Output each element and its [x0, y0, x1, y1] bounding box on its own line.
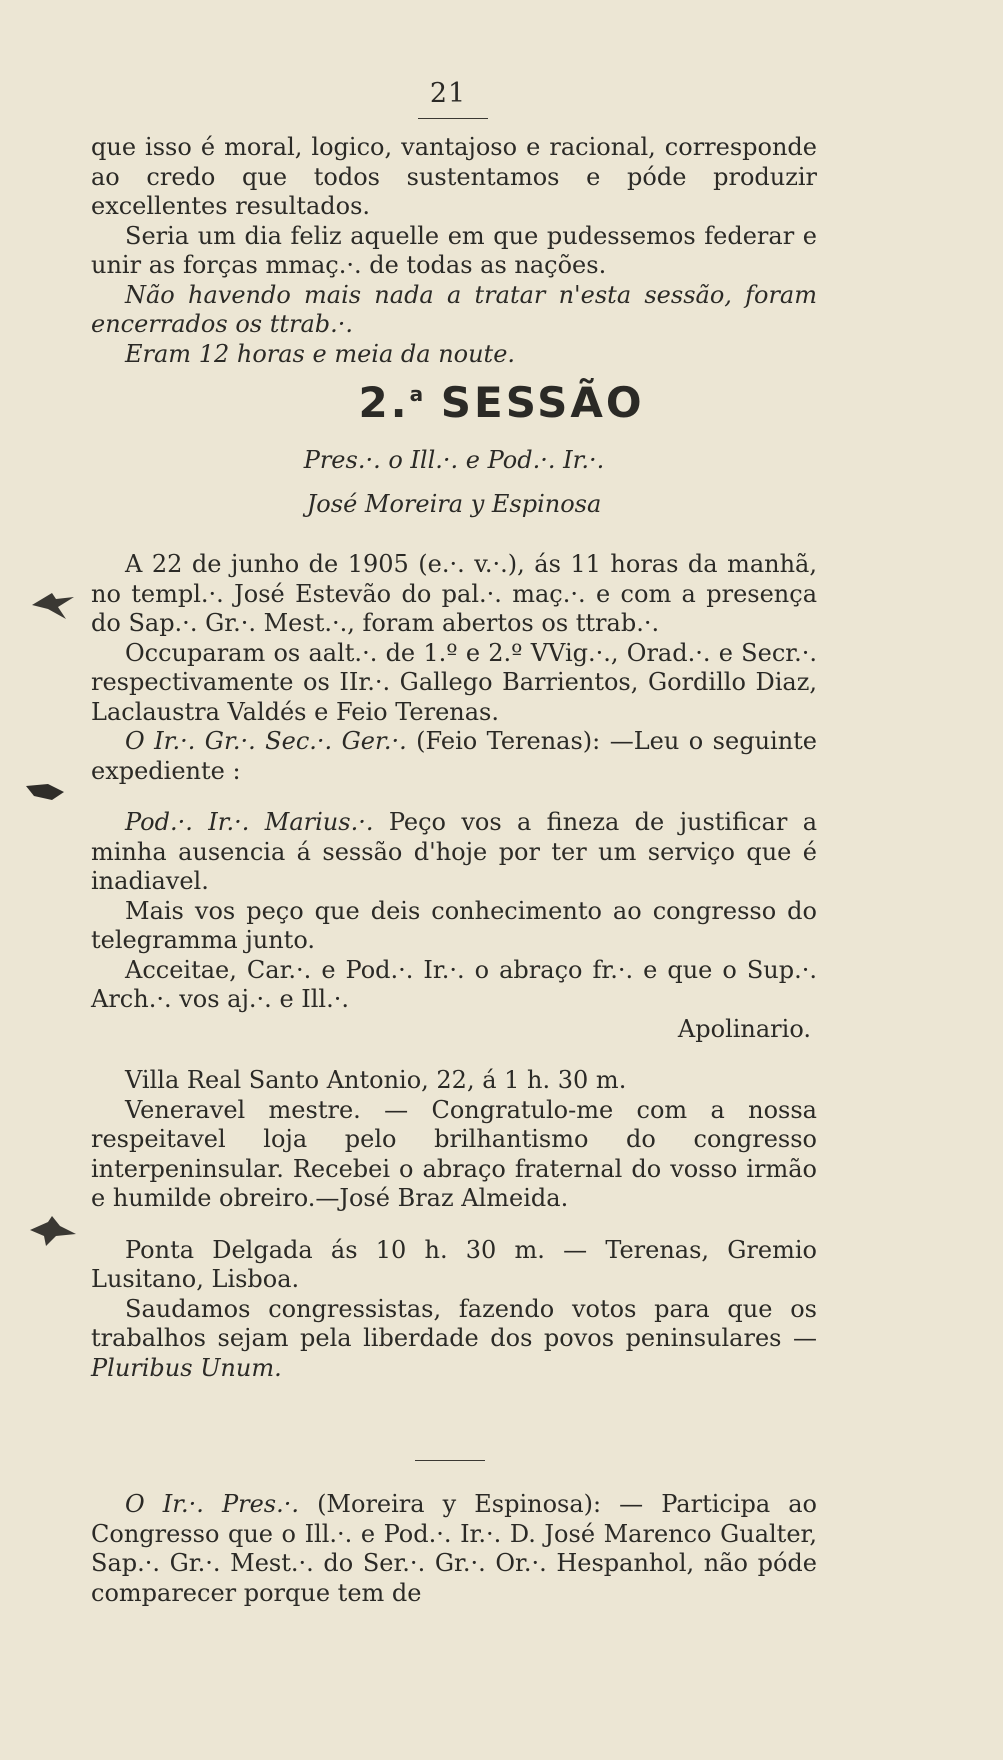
section-divider — [415, 1460, 485, 1461]
paragraph: Occuparam os aalt.·. de 1.º e 2.º VVig.·., Orad.·. e Secr.·. respectivamente os IIr.·. Gallego Barrientos, Gordillo Diaz, Laclaustra Valdés e Feio Terenas. — [91, 638, 817, 726]
president-name: José Moreira y Espinosa — [306, 489, 602, 518]
telegram-closing: Pluribus Unum. — [91, 1353, 282, 1382]
secretary-title: O Ir.·. Gr.·. Sec.·. Ger.·. — [125, 727, 407, 755]
paragraph-italic: Eram 12 horas e meia da noute. — [125, 339, 516, 368]
president-title: O Ir.·. Pres.·. — [125, 1490, 300, 1518]
paragraph: Seria um dia feliz aquelle em que pudessemos federar e unir as forças mmaç.·. de todas as nações. — [91, 221, 817, 279]
letter-salutation: Pod.·. Ir.·. Marius.·. — [125, 808, 374, 836]
paragraph-italic: Não havendo mais nada a tratar n'esta sessão, foram encerrados os ttrab.·. — [91, 280, 817, 338]
paragraph: Acceitae, Car.·. e Pod.·. Ir.·. o abraço fr.·. e que o Sup.·. Arch.·. vos aj.·. e Ill.·. — [91, 955, 817, 1013]
telegram-body: Veneravel mestre. — Congratulo-me com a nossa respeitavel loja pelo brilhantismo do congresso interpeninsular. Recebei o abraço fraternal do vosso irmão e humilde obreiro.—José Braz Almeida. — [91, 1095, 817, 1212]
letter-signature: Apolinario. — [677, 1014, 811, 1043]
secretary-paragraph — [91, 727, 817, 786]
letter-text: Peço vos a fineza de justificar a minha ausencia á sessão d'hoje por ter um serviço que é inadiavel. — [91, 808, 818, 895]
paragraph: Mais vos peço que deis conhecimento ao congresso do telegramma junto. — [91, 896, 817, 954]
telegram-text: Saudamos congressistas, fazendo votos para que os trabalhos sejam pela liberdade dos povos peninsulares — — [91, 1294, 817, 1352]
presidency — [91, 446, 817, 519]
letter-opening — [91, 808, 817, 897]
final-paragraph-block — [91, 1490, 817, 1608]
session-body — [91, 550, 817, 1383]
telegram-header: Ponta Delgada ás 10 h. 30 m. — Terenas, Gremio Lusitano, Lisboa. — [91, 1235, 817, 1293]
margin-mark-icon — [22, 585, 82, 625]
page-number: 21 — [429, 78, 467, 109]
paragraph — [91, 1490, 817, 1608]
margin-mark-icon — [20, 778, 70, 808]
page-number-rule — [418, 118, 488, 119]
telegram-body — [91, 1295, 817, 1384]
closing-of-previous-session — [91, 133, 817, 369]
session-number: 2. — [358, 378, 410, 427]
paragraph: que isso é moral, logico, vantajoso e racional, corresponde ao credo que todos sustentamos e póde produzir excellentes resultados. — [91, 133, 817, 220]
president-line: Pres.·. o Ill.·. e Pod.·. Ir.·. — [303, 446, 605, 474]
secretary-text: (Feio Terenas): —Leu o seguinte expediente : — [91, 727, 818, 785]
session-heading — [0, 378, 1003, 427]
session-ordinal: a — [409, 382, 424, 406]
final-text: (Moreira y Espinosa): — Participa ao Congresso que o Ill.·. e Pod.·. Ir.·. D. José Marenco Gualter, Sap.·. Gr.·. Mest.·. do Ser.·. Gr.·. Or.·. Hespanhol, não póde comparecer porque tem de — [91, 1490, 817, 1607]
paragraph: A 22 de junho de 1905 (e.·. v.·.), ás 11 horas da manhã, no templ.·. José Estevão do pal.·. maç.·. e com a presença do Sap.·. Gr.·. Mest.·., foram abertos os ttrab.·. — [91, 550, 817, 637]
telegram-header: Villa Real Santo Antonio, 22, á 1 h. 30 m. — [125, 1066, 627, 1094]
session-title: SESSÃO — [440, 378, 645, 427]
margin-mark-icon — [22, 1212, 82, 1252]
